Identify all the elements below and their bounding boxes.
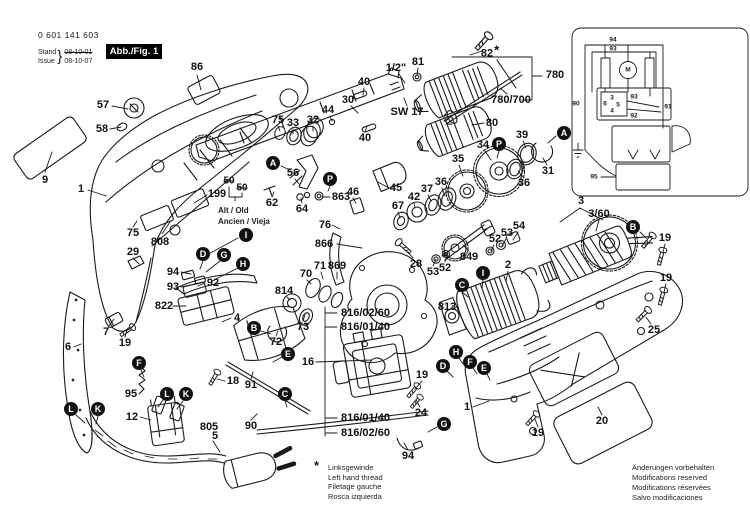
part-label-3-60: 3/60: [588, 208, 610, 220]
part-label-54: 54: [512, 220, 526, 232]
part-label-64: 64: [295, 203, 309, 215]
part-label-sw-17: SW 17: [390, 106, 424, 118]
balloon-d: D: [436, 359, 450, 373]
part-label-39: 39: [515, 129, 529, 141]
part-label-1: 1: [463, 401, 471, 413]
part-label-32: 32: [306, 114, 320, 126]
balloon-g: G: [217, 248, 231, 262]
part-label-18: 18: [226, 375, 240, 387]
schematic-label-93: 93: [609, 45, 617, 53]
part-label-814: 814: [274, 285, 294, 297]
part-label-780: 780: [545, 69, 565, 81]
left-thread-line: Left hand thread: [328, 472, 383, 482]
part-label-3: 3: [577, 195, 585, 207]
part-label-805: 805: [199, 421, 219, 433]
part-label-76: 76: [318, 219, 332, 231]
part-label-33: 33: [286, 117, 300, 129]
part-label-29: 29: [126, 246, 140, 258]
part-label-816-01-40: 816/01/40: [341, 412, 390, 424]
part-label-12: 12: [125, 411, 139, 423]
balloon-b: B: [247, 321, 261, 335]
part-label-816-02-60: 816/02/60: [341, 427, 390, 439]
schematic-label-94: 94: [609, 36, 617, 44]
part-label-52: 52: [438, 262, 452, 274]
part-label-94: 94: [401, 450, 415, 462]
part-label-52: 52: [488, 233, 502, 245]
schematic-label-90: 90: [572, 100, 580, 108]
issue-date: 08-10-07: [64, 57, 93, 65]
old-issue-date: 08-10-01: [64, 49, 93, 56]
part-label-90: 90: [244, 420, 258, 432]
part-label-86: 86: [190, 61, 204, 73]
balloon-p: P: [492, 137, 506, 151]
modifications-line: Modifications réservées: [632, 483, 711, 492]
part-label-72: 72: [269, 336, 283, 348]
balloon-a: A: [266, 156, 280, 170]
issue-label: Issue: [38, 57, 55, 65]
document-part-number: 0 601 141 603: [38, 30, 99, 40]
part-label-19: 19: [658, 232, 672, 244]
balloon-a: A: [557, 126, 571, 140]
part-label-5: 5: [211, 430, 219, 442]
part-label-28: 28: [409, 258, 423, 270]
part-label-19: 19: [659, 272, 673, 284]
balloon-l: L: [64, 402, 78, 416]
part-label-56: 56: [286, 167, 300, 179]
part-label-869: 869: [327, 260, 347, 272]
part-label-4: 4: [233, 312, 241, 324]
balloon-c: C: [278, 387, 292, 401]
part-label-80: 80: [485, 117, 499, 129]
left-thread-line: Linksgewinde: [328, 463, 374, 472]
balloon-f: F: [463, 355, 477, 369]
part-label-95: 95: [124, 388, 138, 400]
balloon-d: D: [196, 247, 210, 261]
part-label-24: 24: [414, 407, 428, 419]
part-label-42: 42: [407, 191, 421, 203]
part-label-813: 813: [437, 301, 457, 313]
part-label-34: 34: [476, 139, 490, 151]
schematic-label-93: 93: [630, 93, 638, 101]
balloon-b: B: [626, 220, 640, 234]
part-label-71: 71: [313, 260, 327, 272]
part-label-2: 2: [504, 259, 512, 271]
schematic-label-6: 6: [603, 100, 607, 108]
part-label-92: 92: [206, 277, 220, 289]
part-label-46: 46: [346, 186, 360, 198]
part-label-57: 57: [96, 99, 110, 111]
part-label-19: 19: [531, 427, 545, 439]
part-label-45: 45: [389, 182, 403, 194]
part-label-1-2-: 1/2": [385, 62, 407, 74]
part-label-50: 50: [236, 182, 248, 194]
modifications-line: Änderungen vorbehalten: [632, 463, 715, 472]
modifications-line: Modifications reserved: [632, 473, 708, 482]
part-label-37: 37: [420, 183, 434, 195]
part-label-19: 19: [415, 369, 429, 381]
balloon-h: H: [449, 345, 463, 359]
part-label-36: 36: [434, 176, 448, 188]
part-label-7: 7: [102, 326, 110, 338]
part-label-75: 75: [271, 114, 285, 126]
schematic-label-5: 5: [616, 101, 620, 109]
part-label-50: 50: [223, 175, 235, 187]
part-label-849: 849: [459, 251, 479, 263]
balloon-p: P: [323, 172, 337, 186]
figure-label: Abb./Fig. 1: [106, 44, 162, 59]
part-label-780-700: 780/700: [491, 94, 531, 106]
stand-label: Stand: [38, 49, 57, 56]
balloon-g: G: [437, 417, 451, 431]
schematic-label-3: 3: [610, 94, 614, 102]
part-label-82: 82*: [480, 42, 500, 60]
balloon-h: H: [236, 257, 250, 271]
schematic-label-91: 91: [664, 103, 672, 111]
part-label-1: 1: [77, 183, 85, 195]
balloon-i: I: [239, 228, 253, 242]
alt-old-line: Ancien / Vieja: [218, 217, 270, 226]
part-label-67: 67: [391, 200, 405, 212]
part-label-199: 199: [207, 188, 227, 200]
part-label-36: 36: [517, 177, 531, 189]
brace-glyph: }: [57, 48, 63, 66]
schematic-label-92: 92: [630, 112, 638, 120]
asterisk-marker: *: [314, 458, 320, 473]
part-label-9: 9: [41, 174, 49, 186]
part-label-816-02-60: 816/02/60: [341, 307, 390, 319]
part-label-30: 30: [341, 94, 355, 106]
part-label-44: 44: [321, 104, 335, 116]
part-label-58: 58: [95, 123, 109, 135]
part-label-53: 53: [426, 266, 440, 278]
part-label-70: 70: [299, 268, 313, 280]
part-label-93: 93: [166, 281, 180, 293]
part-label-863: 863: [331, 191, 351, 203]
part-label-81: 81: [411, 56, 425, 68]
part-label-19: 19: [118, 337, 132, 349]
part-label-816-01-40: 816/01/40: [341, 321, 390, 333]
part-label-73: 73: [296, 321, 310, 333]
balloon-e: E: [477, 361, 491, 375]
part-label-75: 75: [126, 227, 140, 239]
part-label-16: 16: [301, 356, 315, 368]
part-label-40: 40: [358, 132, 372, 144]
part-label-822: 822: [154, 300, 174, 312]
alt-old-line: Alt / Old: [218, 206, 249, 215]
balloon-c: C: [455, 278, 469, 292]
part-label-62: 62: [265, 197, 279, 209]
part-label-866: 866: [314, 238, 334, 250]
part-label-6: 6: [64, 341, 72, 353]
balloon-l: L: [160, 387, 174, 401]
left-thread-line: Filetage gauche: [328, 482, 382, 491]
part-label-91: 91: [244, 379, 258, 391]
left-thread-line: Rosca izquierda: [328, 491, 382, 501]
part-label-35: 35: [451, 153, 465, 165]
part-label-808: 808: [150, 236, 170, 248]
part-label-40: 40: [357, 76, 371, 88]
balloon-k: K: [91, 402, 105, 416]
part-label-25: 25: [647, 324, 661, 336]
modifications-line: Salvo modificaciones: [632, 493, 703, 502]
balloon-f: F: [132, 356, 146, 370]
balloon-e: E: [281, 347, 295, 361]
part-label-53: 53: [500, 227, 514, 239]
part-label-31: 31: [541, 165, 555, 177]
part-label-94: 94: [166, 266, 180, 278]
balloon-k: K: [179, 387, 193, 401]
schematic-label-95: 95: [590, 173, 598, 181]
part-label-20: 20: [595, 415, 609, 427]
schematic-label-m: M: [625, 66, 631, 74]
balloon-i: I: [476, 266, 490, 280]
schematic-label-4: 4: [610, 107, 614, 115]
